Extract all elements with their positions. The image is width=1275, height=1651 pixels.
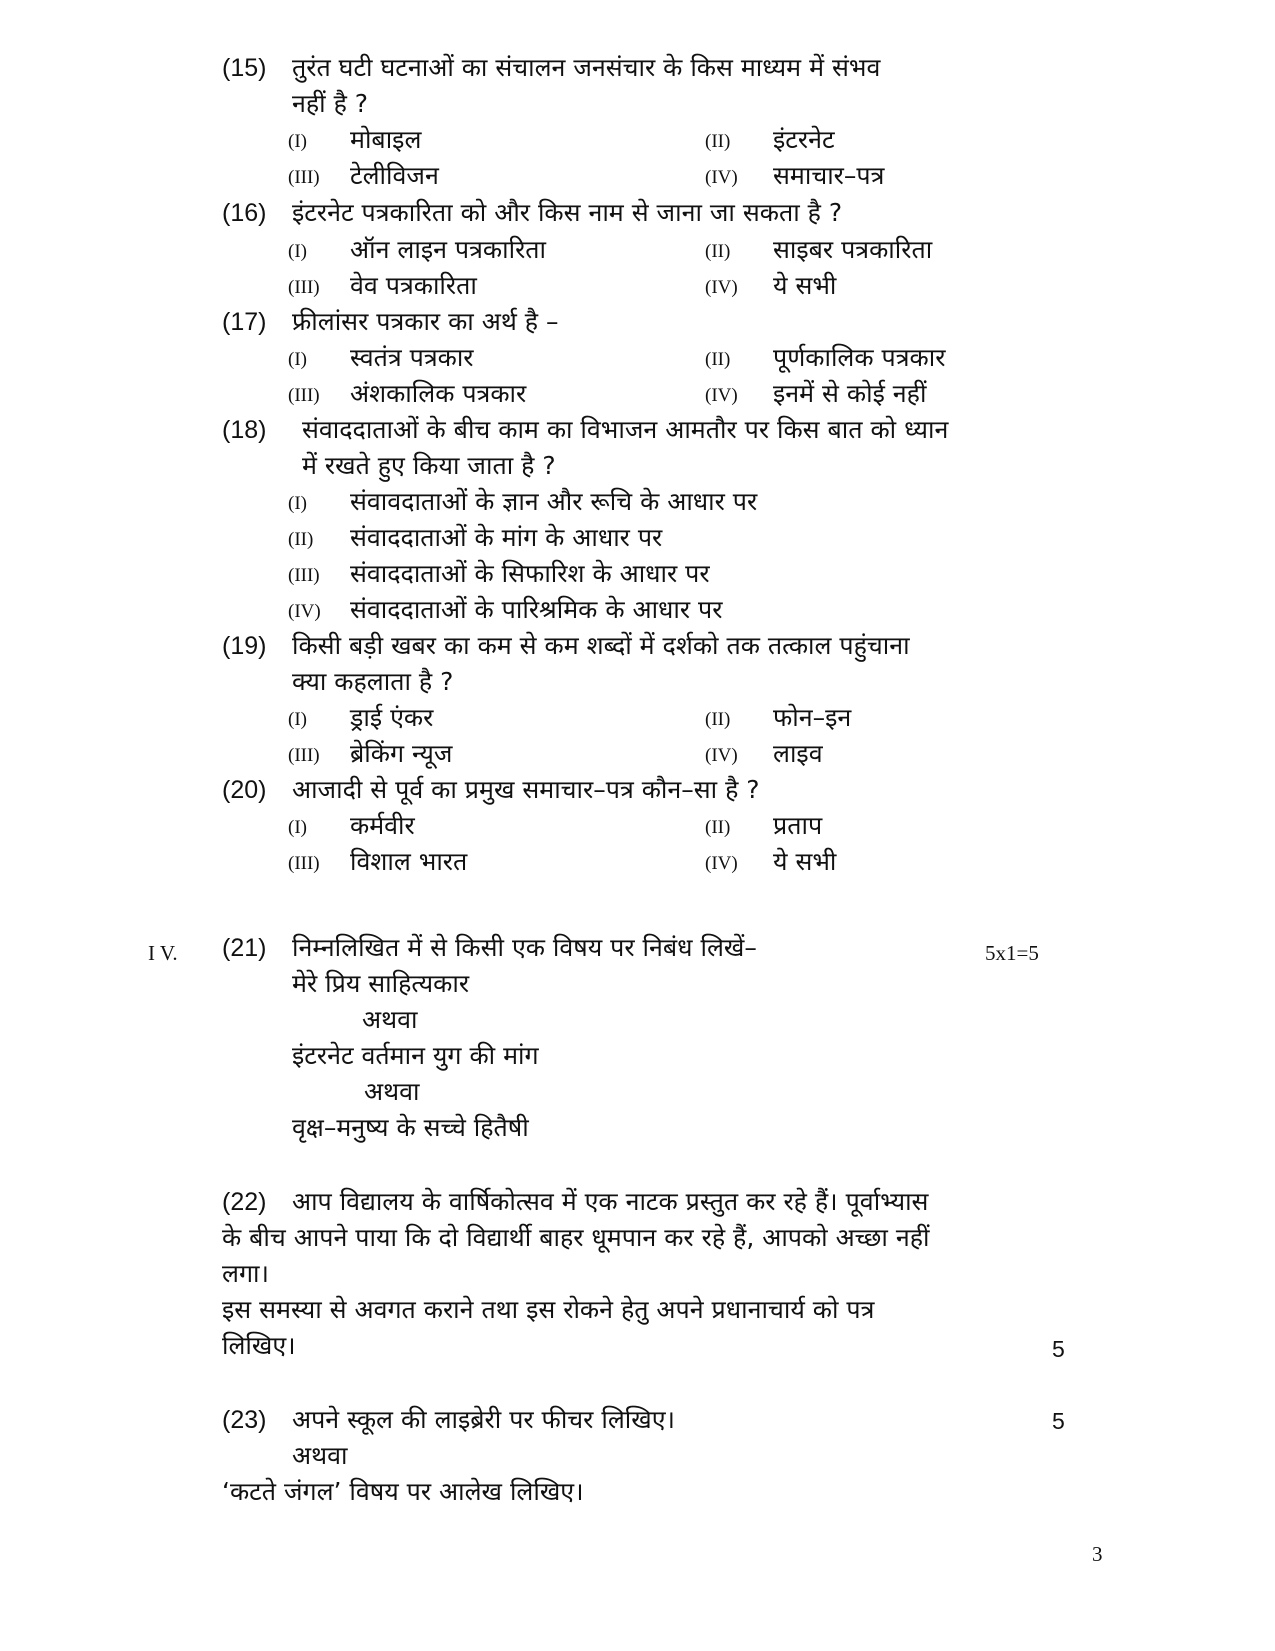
option-text: संवावदाताओं के ज्ञान और रूचि के आधार पर xyxy=(350,487,758,516)
option-roman: (IV) xyxy=(705,853,738,874)
option-roman: (II) xyxy=(705,817,731,838)
option-roman: (I) xyxy=(288,817,307,838)
option-text: समाचार–पत्र xyxy=(773,161,885,190)
question-text-line: नहीं है ? xyxy=(292,89,369,118)
or-text: अथवा xyxy=(364,1077,420,1106)
question-text-line: किसी बड़ी खबर का कम से कम शब्दों में दर्शको तक तत्काल पहुंचाना xyxy=(292,631,910,660)
question-text-line: इंटरनेट पत्रकारिता को और किस नाम से जाना जा सकता है ? xyxy=(292,198,843,227)
question-text-line: क्या कहलाता है ? xyxy=(292,667,454,696)
option-text: अंशकालिक पत्रकार xyxy=(350,379,527,408)
option-text: इनमें से कोई नहीं xyxy=(773,379,927,408)
question-text-line: लिखिए। xyxy=(222,1331,296,1360)
option-roman: (III) xyxy=(288,277,320,298)
option-roman: (III) xyxy=(288,565,320,586)
option-text: लाइव xyxy=(773,739,823,768)
option-text: संवाददाताओं के मांग के आधार पर xyxy=(350,523,663,552)
question-number: (15) xyxy=(222,54,267,82)
option-roman: (III) xyxy=(288,853,320,874)
option-text: विशाल भारत xyxy=(350,847,468,876)
option-text: संवाददाताओं के पारिश्रमिक के आधार पर xyxy=(350,595,723,624)
question-text-line: लगा। xyxy=(222,1259,269,1288)
question-number: (19) xyxy=(222,632,267,660)
page-number: 3 xyxy=(1092,1542,1103,1566)
option-roman: (III) xyxy=(288,167,320,188)
question-text-line: इस समस्या से अवगत कराने तथा इस रोकने हेतु अपने प्रधानाचार्य को पत्र xyxy=(222,1295,875,1324)
question-text-line: ‘कटते जंगल’ विषय पर आलेख लिखिए। xyxy=(222,1477,584,1506)
section-label: I V. xyxy=(148,941,178,965)
question-number: (18) xyxy=(222,416,267,444)
option-roman: (II) xyxy=(705,131,731,152)
option-roman: (II) xyxy=(288,529,314,550)
option-roman: (I) xyxy=(288,349,307,370)
option-roman: (II) xyxy=(705,241,731,262)
option-text: इंटरनेट xyxy=(773,125,835,154)
question-text-line: आप विद्यालय के वार्षिकोत्सव में एक नाटक प्रस्तुत कर रहे हैं। पूर्वाभ्यास xyxy=(292,1187,929,1216)
option-roman: (IV) xyxy=(705,385,738,406)
option-text: मोबाइल xyxy=(350,125,422,154)
option-roman: (IV) xyxy=(705,167,738,188)
option-roman: (III) xyxy=(288,385,320,406)
option-roman: (II) xyxy=(705,709,731,730)
option-text: कर्मवीर xyxy=(350,811,415,840)
question-number: (21) xyxy=(222,934,267,962)
question-text-line: अपने स्कूल की लाइब्रेरी पर फीचर लिखिए। xyxy=(292,1405,676,1434)
or-text: अथवा xyxy=(362,1005,418,1034)
question-number: (16) xyxy=(222,199,267,227)
option-roman: (IV) xyxy=(705,745,738,766)
marks: 5 xyxy=(1052,1408,1065,1434)
question-number: (22) xyxy=(222,1188,267,1216)
question-text-line: के बीच आपने पाया कि दो विद्यार्थी बाहर धूमपान कर रहे हैं, आपको अच्छा नहीं xyxy=(222,1223,930,1252)
option-roman: (III) xyxy=(288,745,320,766)
option-text: वेव पत्रकारिता xyxy=(350,271,477,300)
option-text: स्वतंत्र पत्रकार xyxy=(350,343,474,372)
marks: 5 xyxy=(1052,1336,1065,1362)
question-text-line: तुरंत घटी घटनाओं का संचालन जनसंचार के किस माध्यम में संभव xyxy=(292,53,881,82)
essay-topic: मेरे प्रिय साहित्यकार xyxy=(292,969,470,998)
question-number: (20) xyxy=(222,776,267,804)
option-roman: (I) xyxy=(288,131,307,152)
essay-topic: इंटरनेट वर्तमान युग की मांग xyxy=(292,1041,539,1070)
option-roman: (IV) xyxy=(705,277,738,298)
question-number: (17) xyxy=(222,308,267,336)
essay-topic: वृक्ष–मनुष्य के सच्चे हितैषी xyxy=(292,1113,529,1142)
option-roman: (I) xyxy=(288,493,307,514)
option-text: ऑन लाइन पत्रकारिता xyxy=(350,235,547,264)
or-text: अथवा xyxy=(292,1441,348,1470)
option-text: ब्रेकिंग न्यूज xyxy=(350,739,453,768)
option-roman: (I) xyxy=(288,241,307,262)
question-text-line: संवाददाताओं के बीच काम का विभाजन आमतौर पर किस बात को ध्यान xyxy=(302,415,949,444)
question-number: (23) xyxy=(222,1406,267,1434)
option-text: प्रताप xyxy=(773,811,823,840)
question-text-line: फ्रीलांसर पत्रकार का अर्थ है – xyxy=(292,307,559,336)
option-roman: (II) xyxy=(705,349,731,370)
option-roman: (IV) xyxy=(288,601,321,622)
option-roman: (I) xyxy=(288,709,307,730)
option-text: संवाददाताओं के सिफारिश के आधार पर xyxy=(350,559,710,588)
option-text: साइबर पत्रकारिता xyxy=(773,235,933,264)
option-text: पूर्णकालिक पत्रकार xyxy=(773,343,946,372)
option-text: ये सभी xyxy=(773,847,837,876)
marks: 5x1=5 xyxy=(985,941,1039,965)
option-text: ड्राई एंकर xyxy=(350,703,434,732)
question-text-line: निम्नलिखित में से किसी एक विषय पर निबंध लिखें– xyxy=(292,933,757,962)
question-text-line: में रखते हुए किया जाता है ? xyxy=(302,451,556,480)
option-text: फोन–इन xyxy=(773,703,852,732)
question-text-line: आजादी से पूर्व का प्रमुख समाचार–पत्र कौन–सा है ? xyxy=(292,775,760,804)
option-text: ये सभी xyxy=(773,271,837,300)
option-text: टेलीविजन xyxy=(350,161,439,190)
